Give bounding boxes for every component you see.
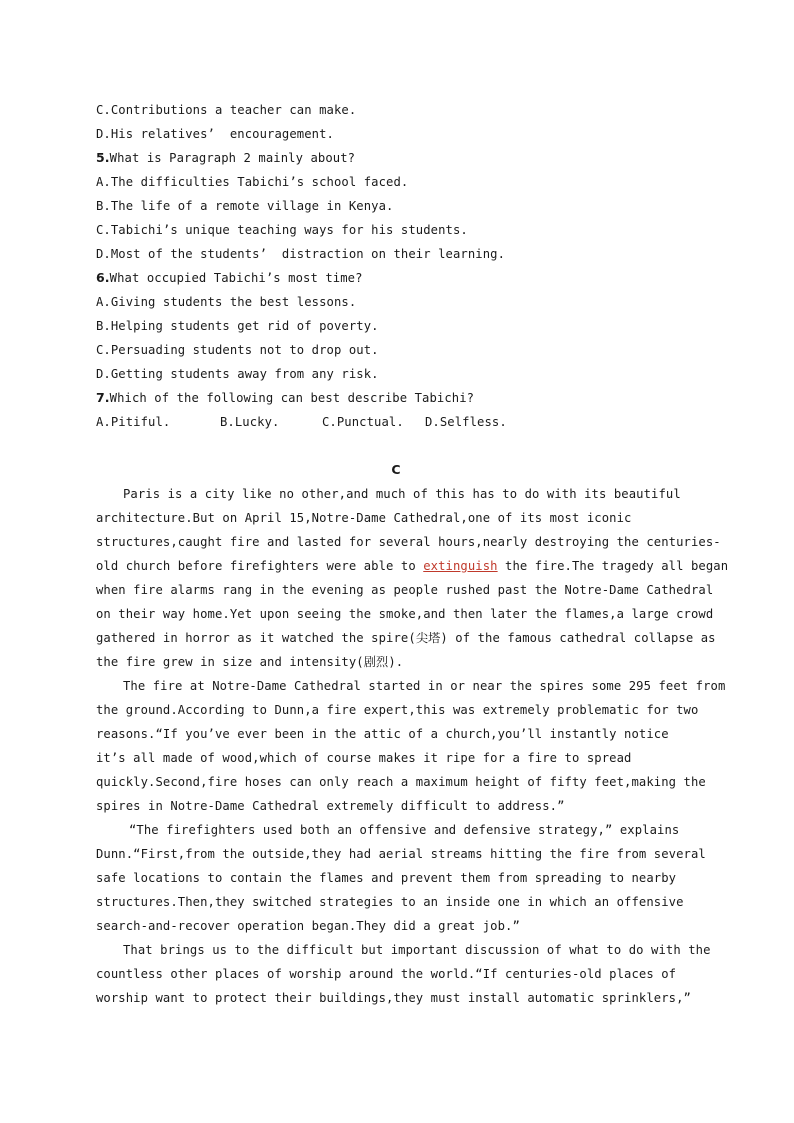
passage-line: worship want to protect their buildings,they must install automatic sprinklers,”: [96, 991, 691, 1005]
passage-text: old church before firefighters were able to: [96, 559, 424, 573]
passage-line: reasons.“If you’ve ever been in the attic of a church,you’ll instantly notice: [96, 727, 669, 741]
q5-stem: [96, 146, 696, 170]
underlined-word: extinguish: [423, 559, 498, 573]
q5-stem-text: What is Paragraph 2 mainly about?: [109, 151, 356, 165]
chinese-gloss: 剧烈: [363, 655, 389, 669]
q4-option-c: C.Contributions a teacher can make.: [96, 103, 357, 117]
passage-line: it’s all made of wood,which of course makes it ripe for a fire to spread: [96, 751, 632, 765]
q7-option-a: A.Pitiful.: [96, 415, 171, 429]
passage-line: on their way home.Yet upon seeing the smoke,and then later the flames,a large crowd: [96, 607, 714, 621]
q5-option-d: D.Most of the students’ distraction on their learning.: [96, 247, 506, 261]
q6-stem: [96, 266, 696, 290]
passage-line: structures.Then,they switched strategies to an inside one in which an offensive: [96, 895, 684, 909]
q7-stem-text: Which of the following can best describe Tabichi?: [109, 391, 475, 405]
q6-option-a: A.Giving students the best lessons.: [96, 295, 357, 309]
passage-line: [96, 554, 729, 578]
q7-options: [96, 410, 696, 434]
passage-line: the ground.According to Dunn,a fire expert,this was extremely problematic for two: [96, 703, 699, 717]
passage-text: gathered in horror as it watched the spire(: [96, 631, 416, 645]
q7-number: 7.: [96, 390, 110, 405]
q7-option-b: B.Lucky.: [220, 415, 280, 429]
passage-line: spires in Notre-Dame Cathedral extremely difficult to address.”: [96, 799, 565, 813]
passage-line: countless other places of worship around the world.“If centuries-old places of: [96, 967, 677, 981]
chinese-gloss: 尖塔: [415, 631, 441, 645]
q6-number: 6.: [96, 270, 110, 285]
passage-paragraph-3: [96, 818, 706, 938]
section-title: C: [391, 462, 401, 477]
q5-option-b: B.The life of a remote village in Kenya.: [96, 199, 394, 213]
passage-line: search-and-recover operation began.They did a great job.”: [96, 919, 520, 933]
document-page: [96, 98, 729, 1010]
passage-line: architecture.But on April 15,Notre-Dame Cathedral,one of its most iconic: [96, 511, 632, 525]
q6-option-c: C.Persuading students not to drop out.: [96, 343, 379, 357]
passage-text: the fire grew in size and intensity(: [96, 655, 364, 669]
passage-text: the fire.The tragedy all began: [497, 559, 729, 573]
q5-option-c: C.Tabichi’s unique teaching ways for his students.: [96, 223, 468, 237]
q6-option-b: B.Helping students get rid of poverty.: [96, 319, 379, 333]
passage-line: safe locations to contain the flames and prevent them from spreading to nearby: [96, 871, 677, 885]
passage-line: Paris is a city like no other,and much of this has to do with its beautiful: [123, 487, 681, 501]
passage-line: The fire at Notre-Dame Cathedral started in or near the spires some 295 feet from: [123, 679, 726, 693]
q6-option-d: D.Getting students away from any risk.: [96, 367, 379, 381]
passage-text: ).: [388, 655, 404, 669]
passage-line: quickly.Second,fire hoses can only reach a maximum height of fifty feet,making the: [96, 775, 706, 789]
q7-option-c: C.Punctual.: [322, 415, 404, 429]
passage-paragraph-1: [96, 482, 729, 674]
q5-option-a: A.The difficulties Tabichi’s school faced.: [96, 175, 409, 189]
passage-paragraph-4: [96, 938, 711, 1010]
q6-stem-text: What occupied Tabichi’s most time?: [109, 271, 363, 285]
passage-line: Dunn.“First,from the outside,they had aerial streams hitting the fire from several: [96, 847, 706, 861]
passage-text: ) of the famous cathedral collapse as: [440, 631, 716, 645]
passage-line: when fire alarms rang in the evening as people rushed past the Notre-Dame Cathedral: [96, 583, 714, 597]
passage-line: [96, 626, 716, 650]
q4-option-d: D.His relatives’ encouragement.: [96, 127, 334, 141]
q5-number: 5.: [96, 150, 110, 165]
passage-line: That brings us to the difficult but important discussion of what to do with the: [123, 943, 711, 957]
q7-stem: [96, 386, 696, 410]
passage-line: [96, 650, 696, 674]
q7-option-d: D.Selfless.: [425, 415, 507, 429]
passage-line: structures,caught fire and lasted for several hours,nearly destroying the centuries-: [96, 535, 721, 549]
passage-line: “The firefighters used both an offensive and defensive strategy,” explains: [129, 823, 680, 837]
passage-paragraph-2: [96, 674, 726, 818]
